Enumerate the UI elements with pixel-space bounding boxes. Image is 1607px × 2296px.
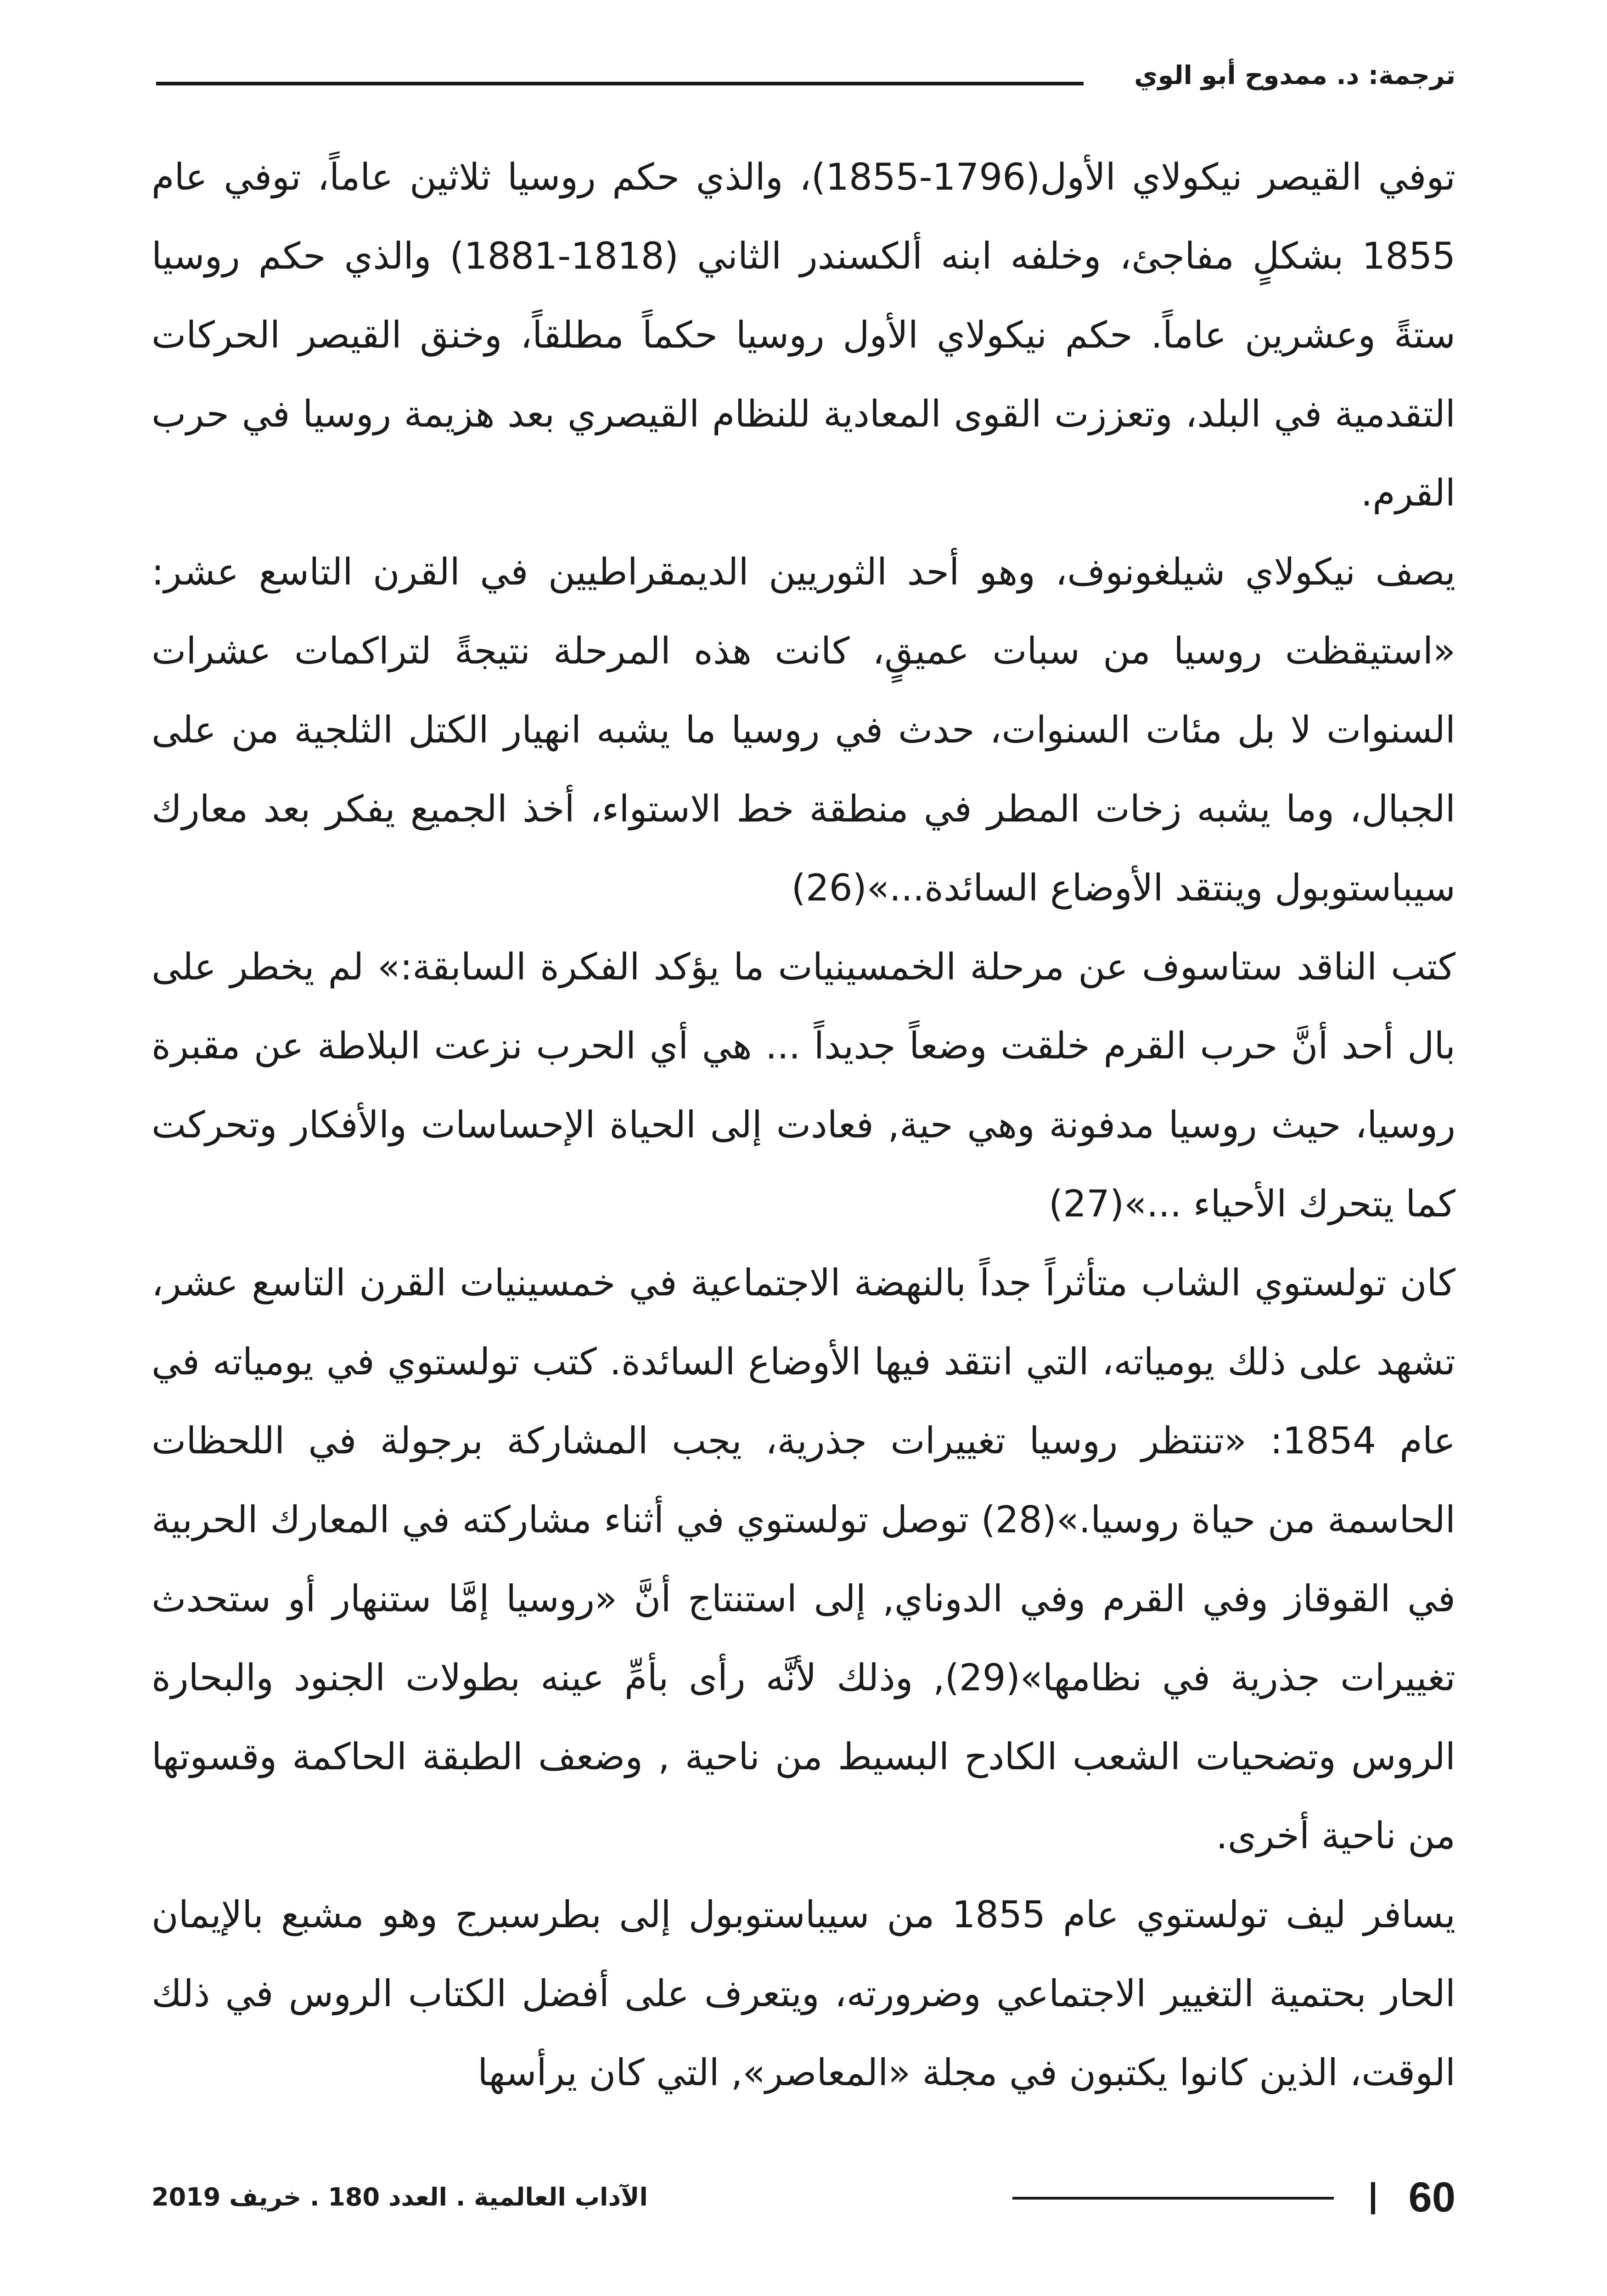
translator-credit: ترجمة: د. ممدوح أبو الوي — [1134, 61, 1455, 90]
paragraph: يسافر ليف تولستوي عام 1855 من سيباستوبول إلى بطرسبرج وهو مشبع بالإيمان الحار بحتمية التغيير الاجتماعي وضرورته، ويتعرف على أفضل الكتاب الروس في ذلك الوقت، الذين كانوا يكتبون في مجلة «المعاصر», التي كان يرأسها — [152, 1893, 1456, 2094]
journal-issue-info: الآداب العالمية . العدد 180 . خريف 2019 — [152, 2183, 648, 2212]
paragraph: كان تولستوي الشاب متأثراً جداً بالنهضة الاجتماعية في خمسينيات القرن التاسع عشر، تشهد على ذلك يومياته، التي انتقد فيها الأوضاع السائدة. كتب تولستوي في يومياته في عام 1854: «تنتظر روسيا تغييرات جذرية، يجب المشاركة برجولة في اللحظات الحاسمة من حياة روسيا.»(28) توصل تولستوي في أثناء مشاركته في المعارك الحربية في القوقاز وفي القرم وفي الدوناي, إلى استنتاج أنَّ «روسيا إمَّا ستنهار أو ستحدث تغييرات جذرية في نظامها»(29), وذلك لأنَّه رأى بأمِّ عينه بطولات الجنود والبحارة الروس وتضحيات الشعب الكادح البسيط من ناحية , وضعف الطبقة الحاكمة وقسوتها من ناحية أخرى. — [152, 1261, 1456, 1857]
article-body — [152, 138, 1455, 2112]
page-footer — [152, 2172, 1455, 2223]
footer-separator-bar — [1371, 2182, 1375, 2214]
paragraph: يصف نيكولاي شيلغونوف، وهو أحد الثوريين الديمقراطيين في القرن التاسع عشر: «استيقظت روسيا من سبات عميقٍ، كانت هذه المرحلة نتيجةً لتراكمات عشرات السنوات لا بل مئات السنوات، حدث في روسيا ما يشبه انهيار الكتل الثلجية من على الجبال، وما يشبه زخات المطر في منطقة خط الاستواء، أخذ الجميع يفكر بعد معارك سيباستوبول وينتقد الأوضاع السائدة...»(26) — [152, 551, 1455, 909]
paragraph: توفي القيصر نيكولاي الأول(1796-1855)، والذي حكم روسيا ثلاثين عاماً، توفي عام 1855 بشكلٍ مفاجئ، وخلفه ابنه ألكسندر الثاني (1818-1881) والذي حكم روسيا ستةً وعشرين عاماً. حكم نيكولاي الأول روسيا حكماً مطلقاً، وخنق القيصر الحركات التقدمية في البلد، وتعززت القوى المعادية للنظام القيصري بعد هزيمة روسيا في حرب القرم. — [152, 156, 1456, 514]
header-rule — [156, 82, 1084, 85]
running-header — [156, 55, 1455, 96]
page-number: 60 — [1408, 2174, 1455, 2221]
footer-rule — [1012, 2197, 1334, 2200]
paragraph: كتب الناقد ستاسوف عن مرحلة الخمسينيات ما يؤكد الفكرة السابقة:» لم يخطر على بال أحد أنَّ حرب القرم خلقت وضعاً جديداً ... هي أي الحرب نزعت البلاطة عن مقبرة روسيا، حيث روسيا مدفونة وهي حية, فعادت إلى الحياة الإحساسات والأفكار وتحركت كما يتحرك الأحياء ...»(27) — [152, 945, 1455, 1225]
